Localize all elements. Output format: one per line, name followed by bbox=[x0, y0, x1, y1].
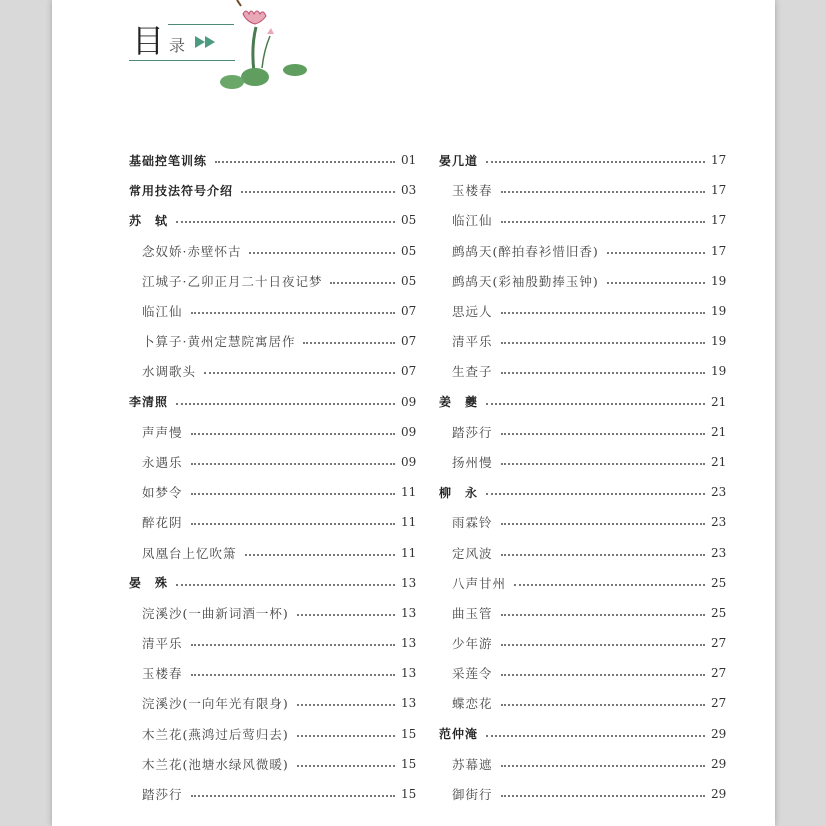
toc-entry-page: 15 bbox=[401, 726, 417, 741]
toc-entry[interactable] bbox=[129, 779, 415, 809]
dot-leader bbox=[501, 523, 705, 525]
toc-title-small: 录 bbox=[169, 36, 186, 55]
toc-entry-title: 永遇乐 bbox=[142, 454, 183, 470]
dot-leader bbox=[501, 704, 705, 706]
toc-entry-page: 09 bbox=[401, 454, 417, 469]
toc-entry[interactable] bbox=[439, 688, 725, 718]
toc-entry-page: 29 bbox=[711, 787, 727, 802]
toc-entry-title: 雨霖铃 bbox=[452, 515, 493, 531]
toc-entry-title: 扬州慢 bbox=[452, 454, 493, 470]
toc-entry-page: 05 bbox=[401, 273, 417, 288]
toc-entry[interactable] bbox=[439, 417, 725, 447]
toc-entry-page: 23 bbox=[711, 515, 727, 530]
toc-entry-title: 思远人 bbox=[452, 304, 493, 320]
toc-entry-page: 01 bbox=[401, 153, 417, 168]
toc-entry[interactable] bbox=[129, 537, 415, 567]
toc-entry[interactable] bbox=[439, 266, 725, 296]
toc-entry-title: 姜 夔 bbox=[439, 395, 479, 410]
dot-leader bbox=[501, 191, 705, 193]
dot-leader bbox=[501, 463, 705, 465]
toc-entry-title: 水调歌头 bbox=[142, 364, 197, 380]
toc-entry-title: 采莲令 bbox=[452, 666, 493, 682]
toc-entry-page: 11 bbox=[401, 545, 417, 560]
toc-entry-page: 27 bbox=[711, 636, 727, 651]
dot-leader bbox=[176, 584, 395, 586]
toc-entry-page: 09 bbox=[401, 424, 417, 439]
toc-entry[interactable] bbox=[129, 447, 415, 477]
toc-entry-page: 27 bbox=[711, 666, 727, 681]
toc-column-right bbox=[439, 145, 725, 809]
toc-entry[interactable] bbox=[439, 296, 725, 326]
toc-entry-title: 浣溪沙(一曲新词酒一杯) bbox=[142, 605, 289, 621]
toc-entry-page: 27 bbox=[711, 696, 727, 711]
toc-entry[interactable] bbox=[129, 749, 415, 779]
toc-entry[interactable] bbox=[439, 658, 725, 688]
toc-column-left bbox=[129, 145, 415, 809]
dot-leader bbox=[514, 584, 705, 586]
toc-entry[interactable] bbox=[129, 658, 415, 688]
toc-entry-title: 踏莎行 bbox=[142, 787, 183, 803]
dot-leader bbox=[204, 372, 395, 374]
toc-entry[interactable] bbox=[439, 356, 725, 386]
toc-entry-title: 生查子 bbox=[452, 364, 493, 380]
toc-entry-title: 曲玉管 bbox=[452, 605, 493, 621]
toc-entry-title: 鹧鸪天(彩袖殷勤捧玉钟) bbox=[452, 273, 599, 289]
toc-entry-page: 05 bbox=[401, 213, 417, 228]
toc-entry-title: 晏 殊 bbox=[129, 576, 169, 591]
toc-entry-title: 念奴娇·赤壁怀古 bbox=[142, 243, 242, 259]
toc-entry[interactable] bbox=[129, 417, 415, 447]
dot-leader bbox=[249, 252, 395, 254]
toc-entry-title: 踏莎行 bbox=[452, 424, 493, 440]
toc-entry-page: 11 bbox=[401, 485, 417, 500]
toc-entry-page: 21 bbox=[711, 424, 727, 439]
dot-leader bbox=[607, 282, 705, 284]
dot-leader bbox=[191, 674, 395, 676]
toc-entry[interactable] bbox=[439, 236, 725, 266]
toc-section-entry[interactable] bbox=[129, 387, 415, 417]
toc-entry-page: 07 bbox=[401, 334, 417, 349]
dot-leader bbox=[297, 614, 395, 616]
toc-entry-page: 19 bbox=[711, 273, 727, 288]
toc-section-entry[interactable] bbox=[129, 568, 415, 598]
toc-entry-title: 声声慢 bbox=[142, 424, 183, 440]
toc-entry-title: 玉楼春 bbox=[142, 666, 183, 682]
toc-entry[interactable] bbox=[439, 598, 725, 628]
dot-leader bbox=[191, 644, 395, 646]
toc-section-entry[interactable] bbox=[129, 175, 415, 205]
toc-entry-page: 19 bbox=[711, 304, 727, 319]
toc-entry[interactable] bbox=[439, 175, 725, 205]
dot-leader bbox=[297, 765, 395, 767]
toc-section-entry[interactable] bbox=[439, 719, 725, 749]
toc-entry[interactable] bbox=[129, 356, 415, 386]
toc-entry-title: 鹧鸪天(醉拍春衫惜旧香) bbox=[452, 243, 599, 259]
dot-leader bbox=[501, 342, 705, 344]
toc-entry-title: 清平乐 bbox=[142, 636, 183, 652]
toc-entry-page: 19 bbox=[711, 334, 727, 349]
dot-leader bbox=[176, 221, 395, 223]
toc-entry[interactable] bbox=[129, 236, 415, 266]
toc-entry-page: 17 bbox=[711, 243, 727, 258]
toc-entry-title: 御街行 bbox=[452, 787, 493, 803]
toc-entry-page: 29 bbox=[711, 756, 727, 771]
dot-leader bbox=[501, 372, 705, 374]
dot-leader bbox=[501, 614, 705, 616]
toc-entry-page: 15 bbox=[401, 756, 417, 771]
toc-entry[interactable] bbox=[129, 477, 415, 507]
toc-entry-page: 07 bbox=[401, 304, 417, 319]
toc-entry[interactable] bbox=[439, 326, 725, 356]
dot-leader bbox=[191, 312, 395, 314]
dot-leader bbox=[607, 252, 705, 254]
toc-entry[interactable] bbox=[129, 296, 415, 326]
toc-entry[interactable] bbox=[129, 507, 415, 537]
dot-leader bbox=[501, 644, 705, 646]
toc-entry-page: 13 bbox=[401, 605, 417, 620]
toc-entry-title: 江城子·乙卯正月二十日夜记梦 bbox=[142, 273, 323, 289]
toc-entry-title: 浣溪沙(一向年光有限身) bbox=[142, 696, 289, 712]
toc-entry-title: 临江仙 bbox=[142, 304, 183, 320]
toc-title-big: 目 bbox=[132, 22, 165, 60]
toc-entry-title: 柳 永 bbox=[439, 485, 479, 500]
dot-leader bbox=[501, 554, 705, 556]
toc-entry-title: 晏几道 bbox=[439, 153, 479, 168]
dot-leader bbox=[191, 463, 395, 465]
dot-leader bbox=[245, 554, 395, 556]
toc-entry[interactable] bbox=[439, 447, 725, 477]
dot-leader bbox=[501, 433, 705, 435]
toc-entry-title: 清平乐 bbox=[452, 334, 493, 350]
toc-entry-title: 李清照 bbox=[129, 395, 169, 410]
toc-entry[interactable] bbox=[129, 719, 415, 749]
toc-entry-page: 15 bbox=[401, 787, 417, 802]
toc-entry[interactable] bbox=[439, 537, 725, 567]
dot-leader bbox=[191, 795, 395, 797]
toc-entry-title: 卜算子·黄州定慧院寓居作 bbox=[142, 334, 296, 350]
dot-leader bbox=[501, 221, 705, 223]
toc-entry-title: 玉楼春 bbox=[452, 183, 493, 199]
dot-leader bbox=[486, 493, 705, 495]
toc-entry-page: 13 bbox=[401, 575, 417, 590]
toc-entry-title: 凤凰台上忆吹箫 bbox=[142, 545, 237, 561]
toc-entry[interactable] bbox=[129, 688, 415, 718]
toc-entry-title: 苏 轼 bbox=[129, 213, 169, 228]
toc-entry-page: 25 bbox=[711, 575, 727, 590]
toc-section-entry[interactable] bbox=[439, 477, 725, 507]
dot-leader bbox=[501, 674, 705, 676]
dot-leader bbox=[486, 161, 705, 163]
toc-entry-page: 03 bbox=[401, 183, 417, 198]
toc-entry-title: 基础控笔训练 bbox=[129, 153, 208, 168]
toc-section-entry[interactable] bbox=[129, 145, 415, 175]
lotus-illustration bbox=[215, 0, 315, 95]
toc-entry-page: 21 bbox=[711, 454, 727, 469]
toc-entry-title: 少年游 bbox=[452, 636, 493, 652]
toc-section-entry[interactable] bbox=[439, 387, 725, 417]
dot-leader bbox=[486, 735, 705, 737]
toc-entry[interactable] bbox=[439, 628, 725, 658]
dot-leader bbox=[330, 282, 395, 284]
toc-entry-page: 13 bbox=[401, 666, 417, 681]
toc-entry-page: 07 bbox=[401, 364, 417, 379]
toc-entry-page: 23 bbox=[711, 545, 727, 560]
toc-section-entry[interactable] bbox=[439, 145, 725, 175]
toc-entry-title: 定风波 bbox=[452, 545, 493, 561]
toc-entry[interactable] bbox=[439, 568, 725, 598]
toc-entry-page: 13 bbox=[401, 636, 417, 651]
toc-entry-page: 13 bbox=[401, 696, 417, 711]
dot-leader bbox=[297, 735, 395, 737]
toc-section-entry[interactable] bbox=[129, 205, 415, 235]
toc-entry-title: 八声甘州 bbox=[452, 575, 507, 591]
toc-entry-title: 常用技法符号介绍 bbox=[129, 183, 234, 198]
toc-entry-page: 05 bbox=[401, 243, 417, 258]
toc-entry-page: 29 bbox=[711, 726, 727, 741]
toc-entry[interactable] bbox=[439, 507, 725, 537]
toc-entry[interactable] bbox=[439, 205, 725, 235]
toc-entry[interactable] bbox=[129, 266, 415, 296]
dot-leader bbox=[297, 704, 395, 706]
toc-entry[interactable] bbox=[439, 749, 725, 779]
toc-entry-page: 25 bbox=[711, 605, 727, 620]
toc-entry-page: 09 bbox=[401, 394, 417, 409]
dot-leader bbox=[486, 403, 705, 405]
dot-leader bbox=[501, 312, 705, 314]
dot-leader bbox=[191, 493, 395, 495]
toc-entry-page: 17 bbox=[711, 153, 727, 168]
toc-entry[interactable] bbox=[439, 779, 725, 809]
dot-leader bbox=[501, 765, 705, 767]
toc-entry[interactable] bbox=[129, 326, 415, 356]
dot-leader bbox=[241, 191, 395, 193]
dot-leader bbox=[176, 403, 395, 405]
dot-leader bbox=[215, 161, 395, 163]
dot-leader bbox=[191, 523, 395, 525]
dot-leader bbox=[191, 433, 395, 435]
toc-entry-page: 19 bbox=[711, 364, 727, 379]
toc-entry-page: 11 bbox=[401, 515, 417, 530]
toc-entry-title: 醉花阴 bbox=[142, 515, 183, 531]
toc-entry-page: 21 bbox=[711, 394, 727, 409]
toc-entry[interactable] bbox=[129, 628, 415, 658]
toc-entry-title: 蝶恋花 bbox=[452, 696, 493, 712]
toc-entry-title: 苏幕遮 bbox=[452, 756, 493, 772]
toc-entry-title: 如梦令 bbox=[142, 485, 183, 501]
toc-entry-page: 17 bbox=[711, 213, 727, 228]
double-arrow-icon bbox=[195, 35, 217, 49]
toc-entry-title: 范仲淹 bbox=[439, 727, 479, 742]
toc-entry-title: 木兰花(池塘水绿风微暖) bbox=[142, 756, 289, 772]
dot-leader bbox=[303, 342, 395, 344]
toc-entry-page: 23 bbox=[711, 485, 727, 500]
toc-entry-page: 17 bbox=[711, 183, 727, 198]
dot-leader bbox=[501, 795, 705, 797]
toc-entry-title: 临江仙 bbox=[452, 213, 493, 229]
toc-entry-title: 木兰花(燕鸿过后莺归去) bbox=[142, 726, 289, 742]
toc-entry[interactable] bbox=[129, 598, 415, 628]
